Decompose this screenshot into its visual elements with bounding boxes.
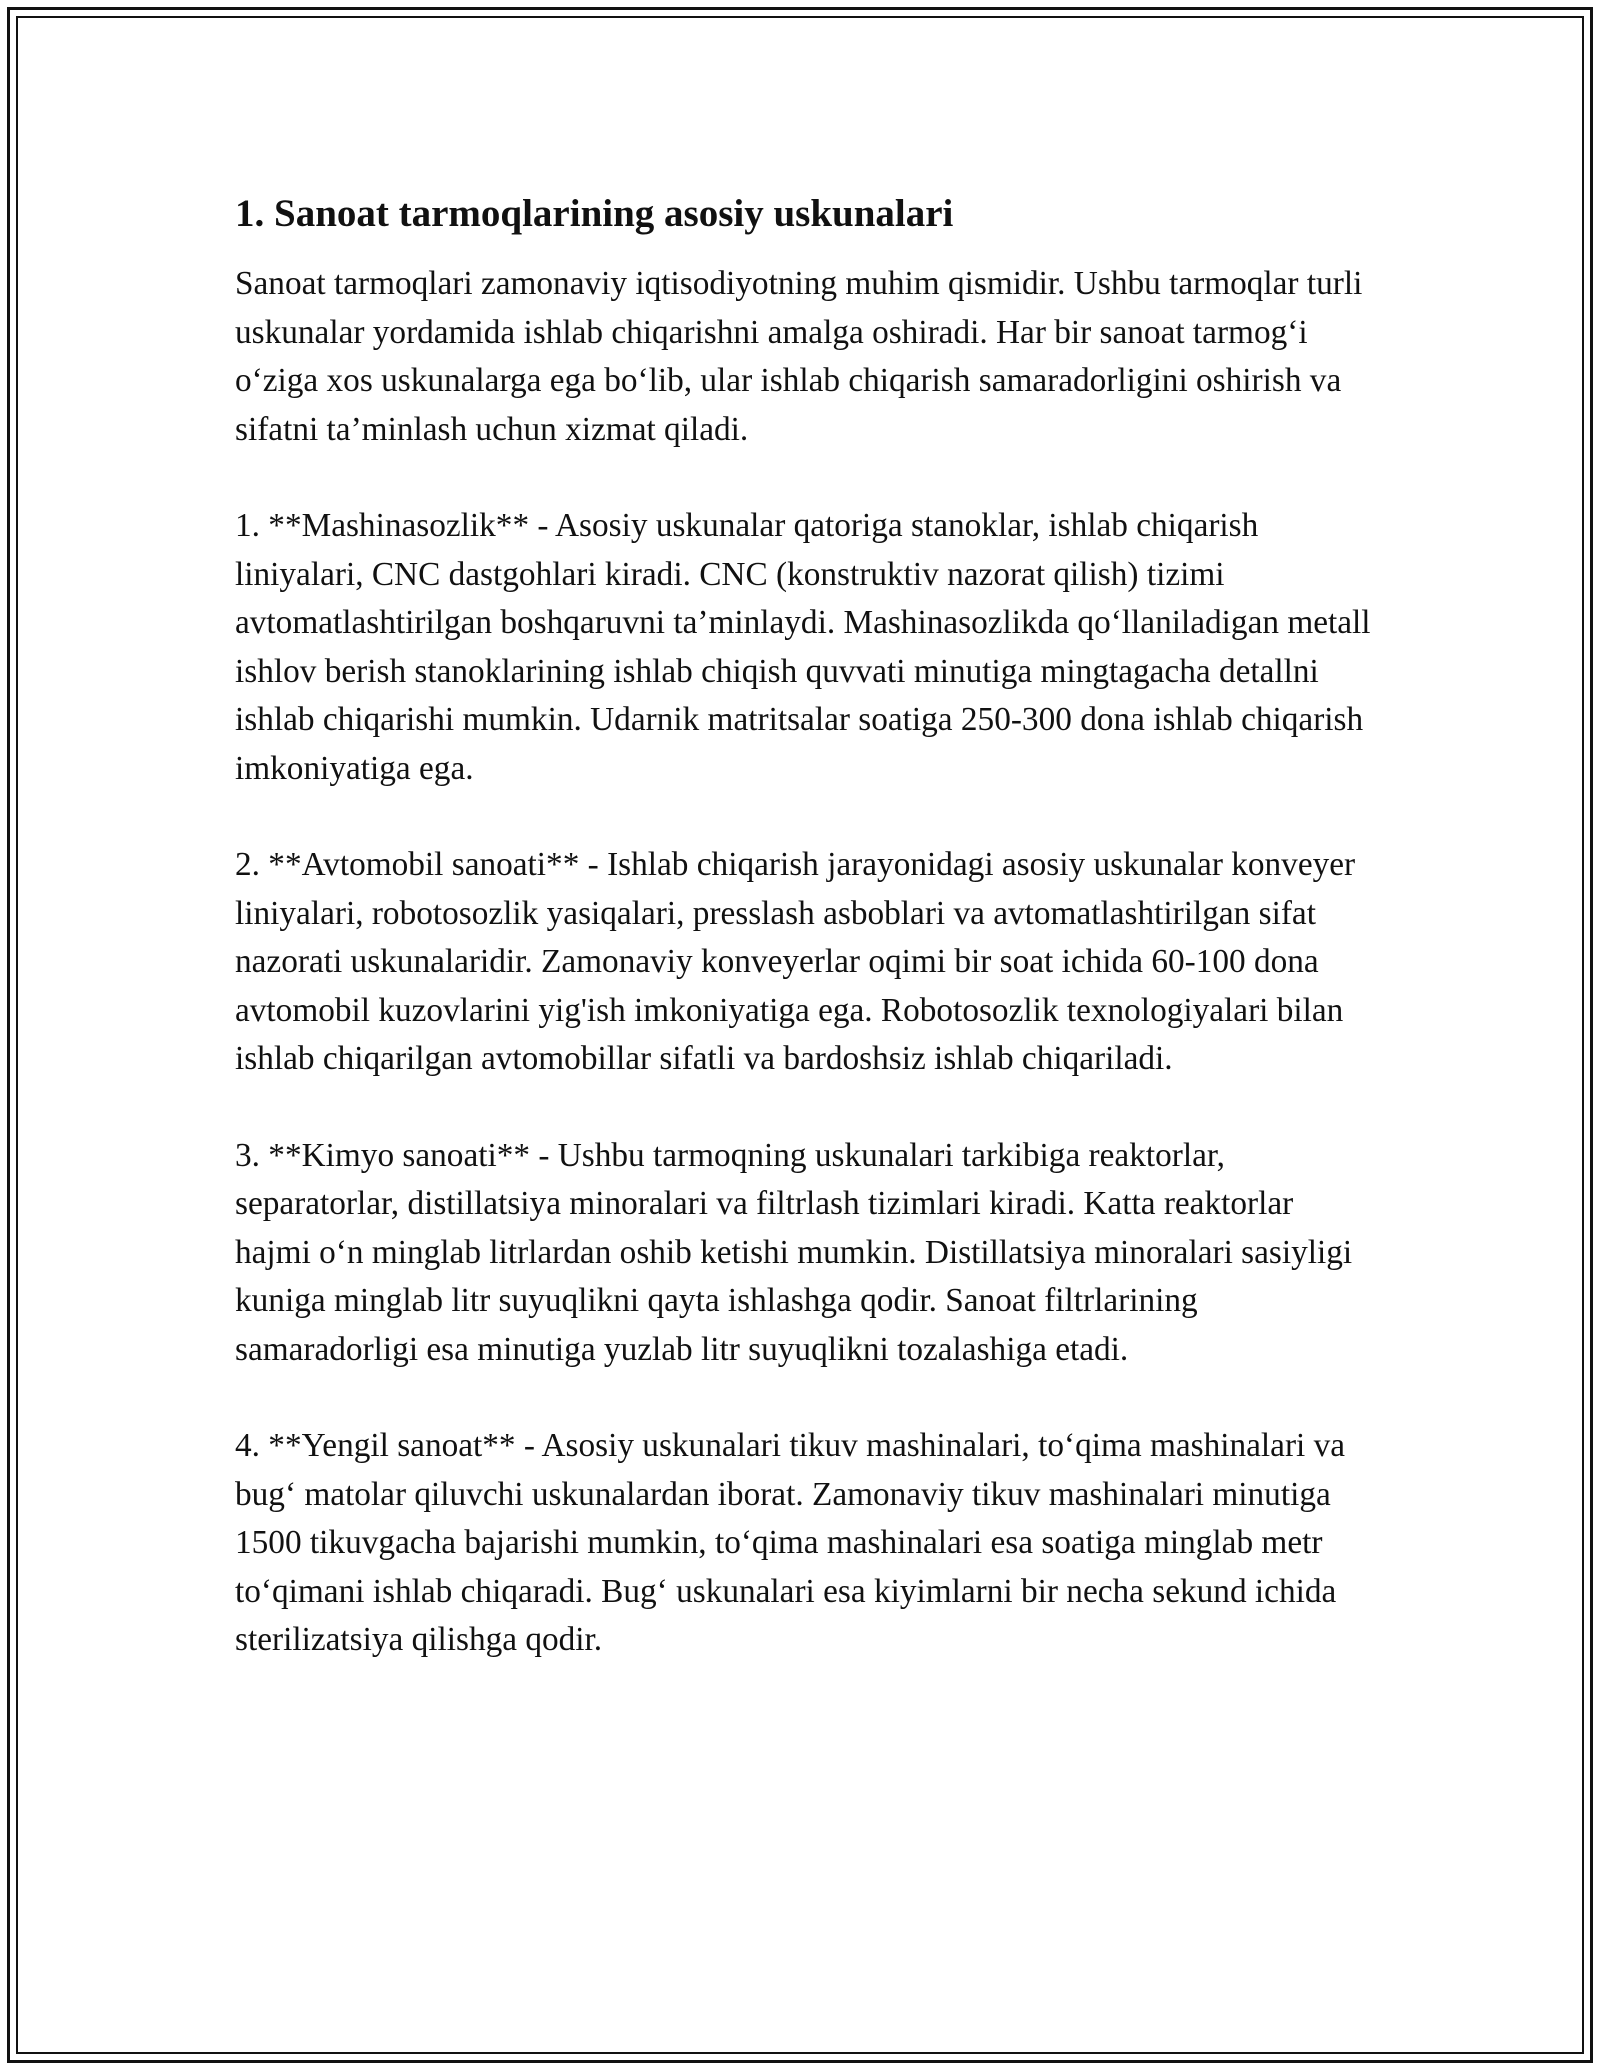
- intro-paragraph: Sanoat tarmoqlari zamonaviy iqtisodiyotning muhim qismidir. Ushbu tarmoqlar turli uskunalar yordamida ishlab chiqarishni amalga oshiradi. Har bir sanoat tarmog‘i o‘ziga xos uskunalarga ega bo‘lib, ular ishlab chiqarish samaradorligini oshirish va sifatni ta’minlash uchun xizmat qiladi.: [235, 265, 1363, 448]
- paragraph-yengil-sanoat: 4. **Yengil sanoat** - Asosiy uskunalari tikuv mashinalari, to‘qima mashinalari va bug‘ matolar qiluvchi uskunalardan iborat. Zamonaviy tikuv mashinalari minutiga 1500 tikuvgacha bajarishi mumkin, to‘qima mashinalari esa soatiga minglab metr to‘qimani ishlab chiqaradi. Bug‘ uskunalari esa kiyimlarni bir necha sekund ichida sterilizatsiya qilishga qodir.: [235, 1427, 1346, 1658]
- paragraph-mashinasozlik: 1. **Mashinasozlik** - Asosiy uskunalar qatoriga stanoklar, ishlab chiqarish liniyalari, CNC dastgohlari kiradi. CNC (konstruktiv nazorat qilish) tizimi avtomatlashtirilgan boshqaruvni ta’minlaydi. Mashinasozlikda qo‘llaniladigan metall ishlov berish stanoklarining ishlab chiqish quvvati minutiga mingtagacha detallni ishlab chiqarishi mumkin. Udarnik matritsalar soatiga 250-300 dona ishlab chiqarish imkoniyatiga ega.: [235, 507, 1371, 787]
- paragraph-kimyo-sanoati: 3. **Kimyo sanoati** - Ushbu tarmoqning uskunalari tarkibiga reaktorlar, separatorlar, distillatsiya minoralari va filtrlash tizimlari kiradi. Katta reaktorlar hajmi o‘n minglab litrlardan oshib ketishi mumkin. Distillatsiya minoralari sasiyligi kuniga minglab litr suyuqlikni qayta ishlashga qodir. Sanoat filtrlarining samaradorligi esa minutiga yuzlab litr suyuqlikni tozalashiga etadi.: [235, 1136, 1353, 1368]
- document-body: [235, 188, 1375, 1713]
- section-heading: 1. Sanoat tarmoqlarining asosiy uskunalari: [235, 192, 954, 235]
- paragraph-avtomobil-sanoati: 2. **Avtomobil sanoati** - Ishlab chiqarish jarayonidagi asosiy uskunalar konveyer liniyalari, robotosozlik yasiqalari, presslash asboblari va avtomatlashtirilgan sifat nazorati uskunalaridir. Zamonaviy konveyerlar oqimi bir soat ichida 60-100 dona avtomobil kuzovlarini yig'ish imkoniyatiga ega. Robotosozlik texnologiyalari bilan ishlab chiqarilgan avtomobillar sifatli va bardoshsiz ishlab chiqariladi.: [235, 846, 1356, 1077]
